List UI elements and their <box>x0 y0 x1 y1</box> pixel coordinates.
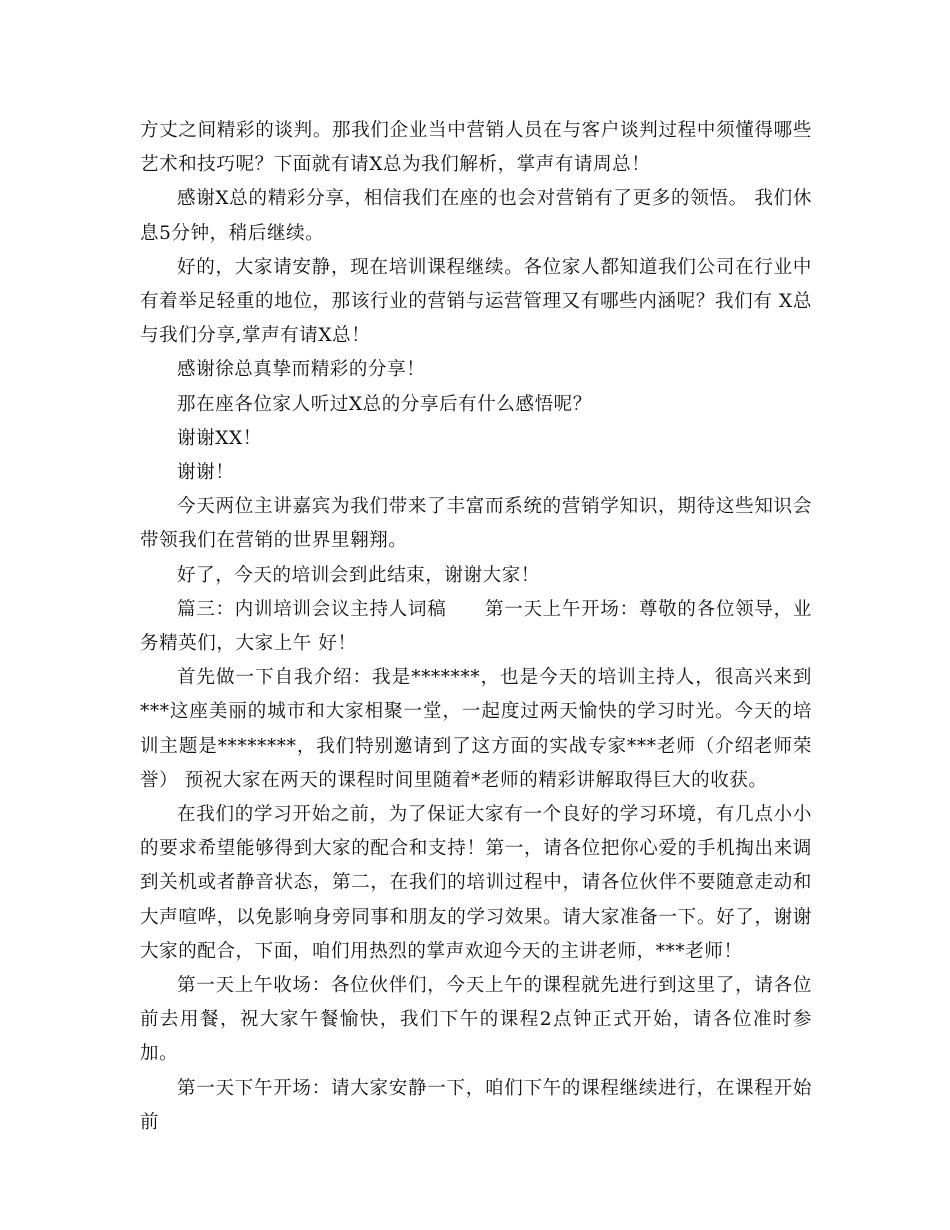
paragraph-5: 那在座各位家人听过X总的分享后有什么感悟呢？ <box>177 393 592 415</box>
paragraph-3: 好的，大家请安静，现在培训课程继续。各位家人都知道我们公司在行业中有着举足轻重的地位，那该行业的营销与运营管理又有哪些内涵呢？我们有 X总与我们分享,掌声有请X总！ <box>140 256 812 347</box>
paragraph-9: 好了，今天的培训会到此结束，谢谢大家！ <box>177 564 540 586</box>
paragraph-6: 谢谢XX！ <box>177 427 262 449</box>
paragraph-1: 方丈之间精彩的谈判。那我们企业当中营销人员在与客户谈判过程中须懂得哪些艺术和技巧呢？下面就有请X总为我们解析，掌声有请周总！ <box>140 120 812 176</box>
paragraph-10: 篇三：内训培训会议主持人词稿 第一天上午开场：尊敬的各位领导，业务精英们，大家上午 好！ <box>140 598 812 655</box>
document-body <box>140 114 812 1140</box>
paragraph-8: 今天两位主讲嘉宾为我们带来了丰富而系统的营销学知识，期待这些知识会带领我们在营销的世界里翱翔。 <box>140 496 812 552</box>
paragraph-13: 第一天上午收场：各位伙伴们，今天上午的课程就先进行到这里了，请各位前去用餐，祝大家午餐愉快，我们下午的课程2点钟正式开始，请各位准时参加。 <box>140 975 812 1065</box>
paragraph-14: 第一天下午开场：请大家安静一下，咱们下午的课程继续进行，在课程开始前 <box>140 1077 812 1133</box>
paragraph-4: 感谢徐总真挚而精彩的分享！ <box>177 359 426 381</box>
paragraph-7: 谢谢！ <box>177 462 235 484</box>
paragraph-11: 首先做一下自我介绍：我是*******，也是今天的培训主持人，很高兴来到***这座美丽的城市和大家相聚一堂，一起度过两天愉快的学习时光。今天的培训主题是********，我们特别邀请到了这方面的实战专家***老师（介绍老师荣誉） 预祝大家在两天的课程时间里随着*老师的精彩讲解取得巨大的收获。 <box>140 667 812 791</box>
paragraph-2: 感谢X总的精彩分享，相信我们在座的也会对营销有了更多的领悟。 我们休息5分钟，稍后继续。 <box>140 188 812 244</box>
paragraph-12: 在我们的学习开始之前，为了保证大家有一个良好的学习环境，有几点小小的要求希望能够得到大家的配合和支持！第一，请各位把你心爱的手机掏出来调到关机或者静音状态，第二，在我们的培训过程中，请各位伙伴不要随意走动和大声喧哗，以免影响身旁同事和朋友的学习效果。请大家准备一下。好了，谢谢大家的配合，下面，咱们用热烈的掌声欢迎今天的主讲老师，***老师！ <box>140 804 812 962</box>
